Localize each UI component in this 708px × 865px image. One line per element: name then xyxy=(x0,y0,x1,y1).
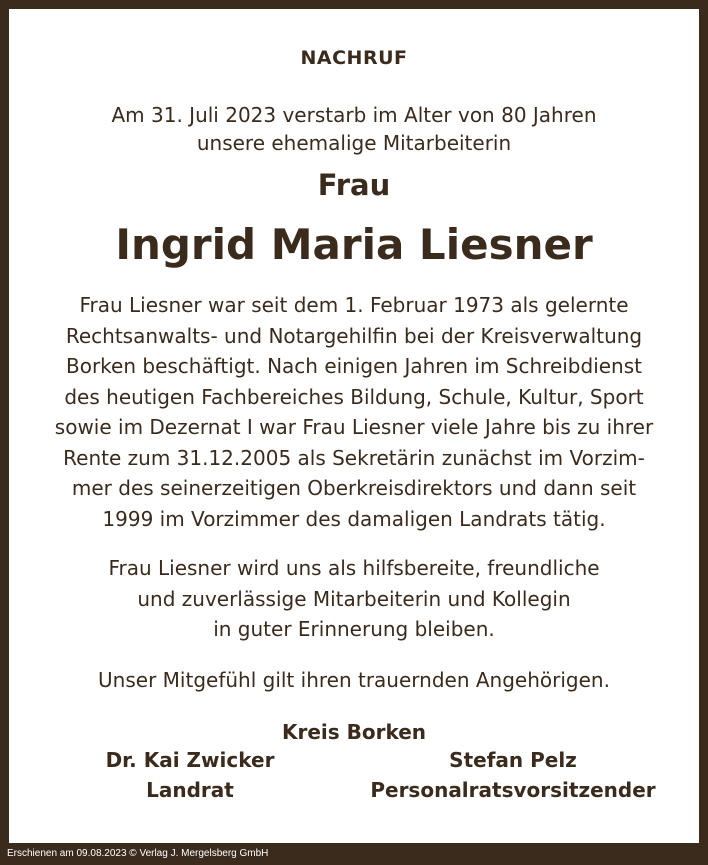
organization-name: Kreis Borken xyxy=(281,720,427,744)
condolence-paragraph: Unser Mitgefühl gilt ihren trauernden Angehörigen. xyxy=(98,668,610,692)
notice-heading: NACHRUF xyxy=(300,47,408,69)
deceased-name: Ingrid Maria Liesner xyxy=(115,220,593,269)
signatory-name: Dr. Kai Zwicker xyxy=(105,748,275,772)
remembrance-paragraph: Frau Liesner wird uns als hilfsbereite, freundliche und zuverlässige Mitarbeiterin und Kollegin in guter Erinnerung bleiben. xyxy=(108,556,600,641)
signatory-role: Landrat xyxy=(146,778,234,802)
intro-text: Am 31. Juli 2023 verstarb im Alter von 80 Jahren unsere ehemalige Mitarbeiterin xyxy=(111,103,597,155)
salutation: Frau xyxy=(317,168,391,202)
signatory-right xyxy=(368,745,658,805)
signatory-name: Stefan Pelz xyxy=(449,748,577,772)
publication-footer: Erschienen am 09.08.2023 © Verlag J. Mergelsberg GmbH xyxy=(7,848,269,859)
biography-paragraph: Frau Liesner war seit dem 1. Februar 1973 als gelernte Rechtsanwalts- und Notargehilfin bei der Kreisverwaltung Borken beschäftigt. Nach einigen Jahren im Schreibdienst des heutigen Fachbereiches Bildung, Schule, Kultur, Sport sowie im Dezernat I war Frau Liesner viele Jahre bis zu ihrer Rente zum 31.12.2005 als Sekretärin zunächst im Vorzim- mer des seinerzeitigen Oberkreisdirektors und dann seit 1999 im Vorzimmer des damaligen Landrats tätig. xyxy=(54,293,654,531)
obituary-notice xyxy=(9,9,699,843)
signatory-left xyxy=(50,745,330,805)
signatory-role: Personalratsvorsitzender xyxy=(370,778,656,802)
